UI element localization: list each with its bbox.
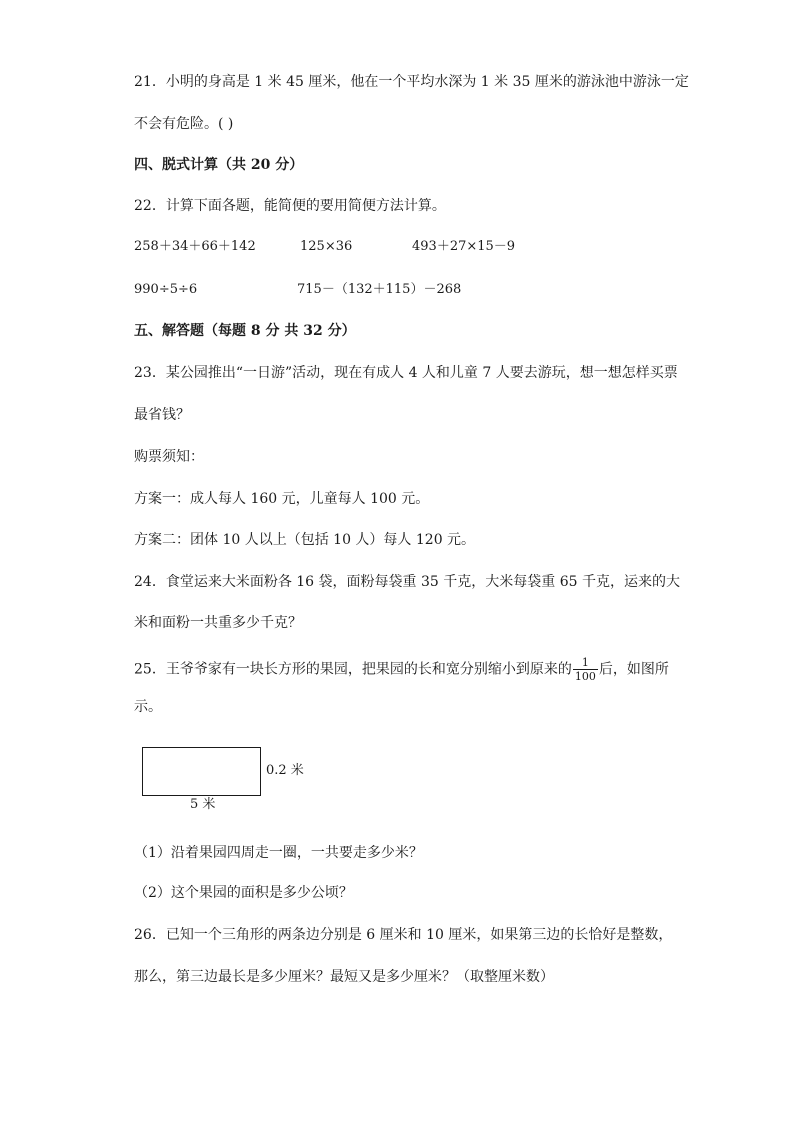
q25-line1	[134, 656, 669, 683]
q24-line2: 米和面粉一共重多少千克？	[134, 615, 302, 631]
q23-plan1: 方案一：成人每人 160 元，儿童每人 100 元。	[134, 491, 430, 507]
q26-line1: 26．已知一个三角形的两条边分别是 6 厘米和 10 厘米，如果第三边的长恰好是整数，	[134, 927, 673, 943]
fraction-one-hundredth	[573, 656, 598, 683]
q25-sub2: （2）这个果园的面积是多少公顷？	[134, 885, 353, 901]
q24-line1: 24．食堂运来大米面粉各 16 袋，面粉每袋重 35 千克，大米每袋重 65 千克，运来的大	[134, 574, 680, 590]
orchard-length-label: 5 米	[190, 797, 216, 812]
fraction-numerator: 1	[573, 656, 598, 670]
orchard-width-label: 0.2 米	[266, 763, 304, 778]
section4-title: 四、脱式计算（共 20 分）	[134, 157, 304, 173]
q22-stem: 22．计算下面各题，能简便的要用简便方法计算。	[134, 198, 446, 214]
orchard-rectangle-diagram	[142, 747, 261, 796]
q22-expr1: 258＋34＋66＋142	[134, 239, 256, 254]
q25-sub1: （1）沿着果园四周走一圈，一共要走多少米？	[134, 845, 423, 861]
q23-line1: 23．某公园推出“一日游”活动，现在有成人 4 人和儿童 7 人要去游玩，想一想怎样买票	[134, 365, 678, 381]
q23-line2: 最省钱？	[134, 407, 190, 423]
q25-line1-before: 25．王爷爷家有一块长方形的果园，把果园的长和宽分别缩小到原来的	[134, 661, 572, 678]
q22-expr3: 493＋27×15－9	[412, 239, 516, 254]
q22-expr5: 715－（132＋115）－268	[297, 282, 462, 297]
q23-notice: 购票须知：	[134, 449, 204, 465]
q25-line1-after: 后，如图所	[598, 661, 669, 678]
section5-title: 五、解答题（每题 8 分 共 32 分）	[134, 323, 356, 339]
q22-expr2: 125×36	[300, 239, 353, 254]
q23-plan2: 方案二：团体 10 人以上（包括 10 人）每人 120 元。	[134, 532, 476, 548]
q25-line2: 示。	[134, 699, 162, 715]
fraction-denominator: 100	[574, 670, 596, 683]
q21-line1: 21．小明的身高是 1 米 45 厘米，他在一个平均水深为 1 米 35 厘米的游泳池中游泳一定	[134, 74, 689, 90]
q21-line2: 不会有危险。( )	[134, 116, 234, 132]
q26-line2: 那么，第三边最长是多少厘米？最短又是多少厘米？（取整厘米数）	[134, 969, 554, 985]
q22-expr4: 990÷5÷6	[134, 282, 198, 297]
